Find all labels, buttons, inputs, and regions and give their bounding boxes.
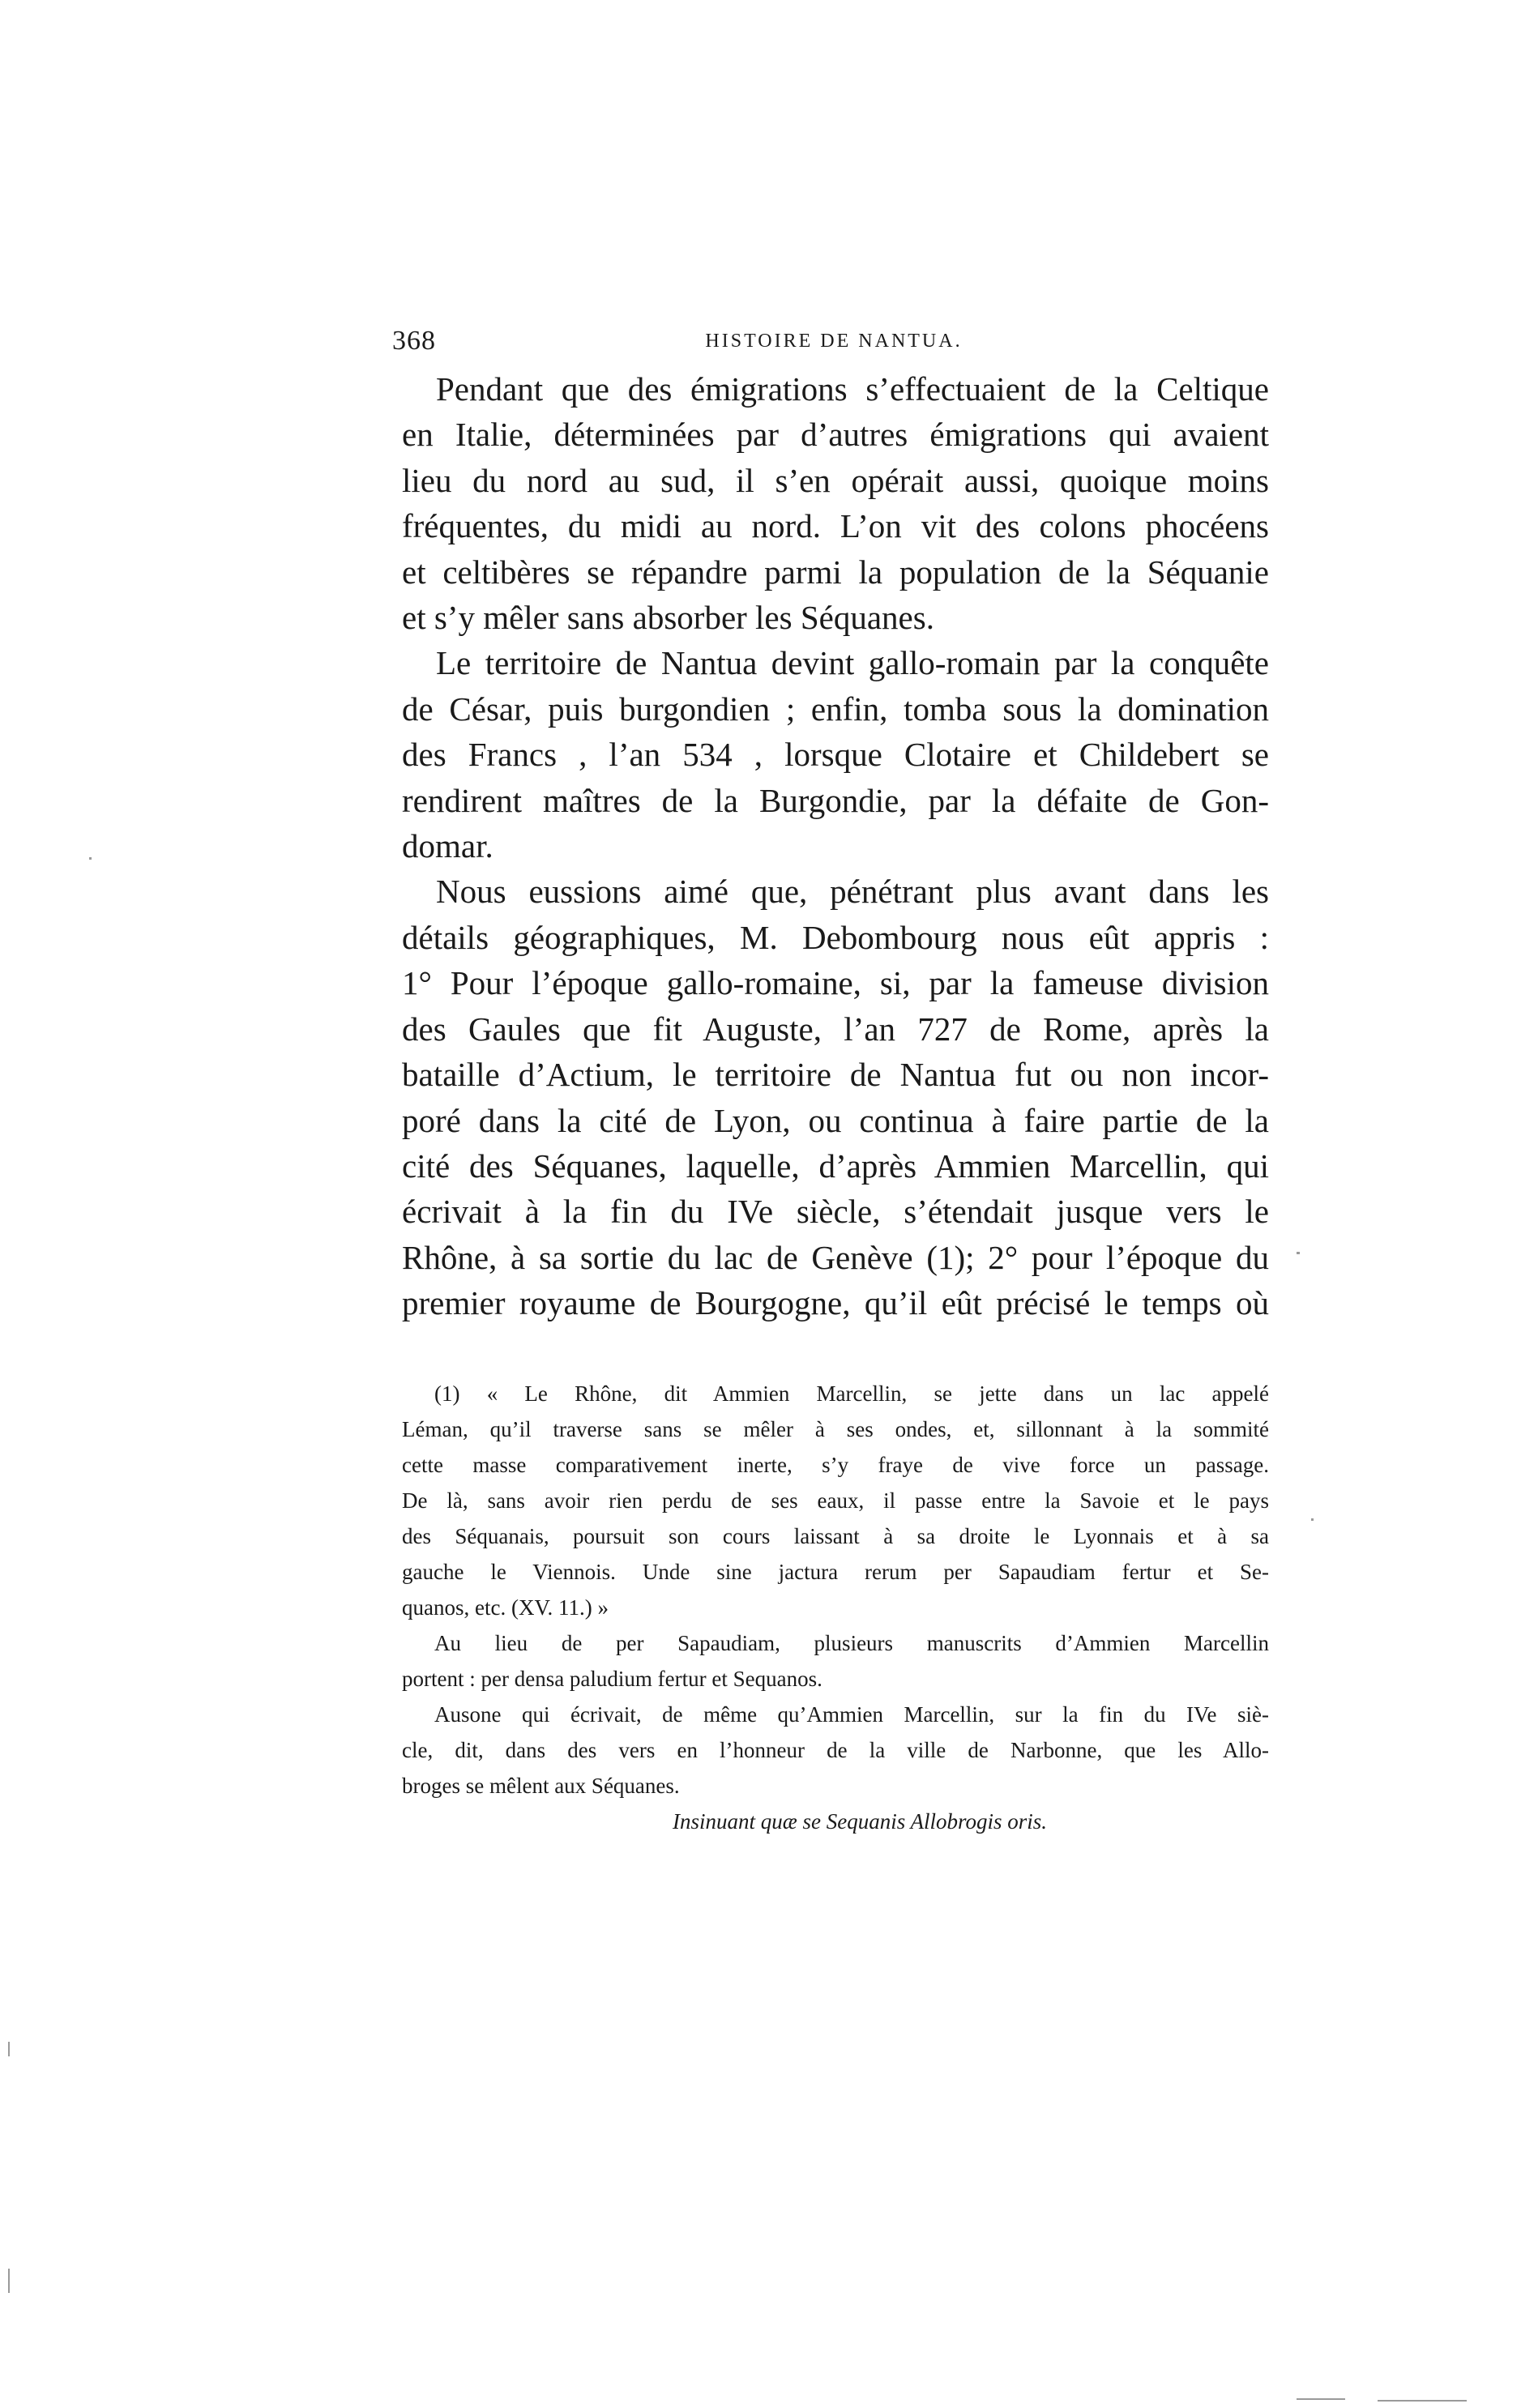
text-line: domar. <box>402 827 493 865</box>
text-line: poré dans la cité de Lyon, ou continua à faire partie de la <box>402 1101 1269 1139</box>
footnote-line: gauche le Viennois. Unde sine jactura rerum per Sapaudiam fertur et Se- <box>402 1560 1269 1584</box>
text-line: premier royaume de Bourgogne, qu’il eût précisé le temps où <box>402 1284 1269 1322</box>
footnote-verse: Insinuant quæ se Sequanis Allobrogis oris. <box>672 1809 1048 1834</box>
text-line: Pendant que des émigrations s’effectuaient de la Celtique <box>436 370 1269 408</box>
footnote-line: Au lieu de per Sapaudiam, plusieurs manuscrits d’Ammien Marcellin <box>434 1631 1269 1655</box>
text-line: bataille d’Actium, le territoire de Nantua fut ou non incor- <box>402 1056 1269 1094</box>
text-line: rendirent maîtres de la Burgondie, par la défaite de Gon- <box>402 781 1269 819</box>
footnote-line: Léman, qu’il traverse sans se mêler à ses ondes, et, sillonnant à la sommité <box>402 1417 1269 1441</box>
footnote-line: cette masse comparativement inerte, s’y fraye de vive force un passage. <box>402 1453 1269 1477</box>
text-line: et celtibères se répandre parmi la population de la Séquanie <box>402 553 1269 591</box>
paragraph-1 <box>402 366 1269 640</box>
text-line: lieu du nord au sud, il s’en opérait aussi, quoique moins <box>402 461 1269 499</box>
footnote-line: broges se mêlent aux Séquanes. <box>402 1774 680 1798</box>
footnote-line: portent : per densa paludium fertur et Sequanos. <box>402 1667 822 1691</box>
speck <box>1378 2400 1467 2402</box>
text-line: Rhône, à sa sortie du lac de Genève (1); 2° pour l’époque du <box>402 1238 1269 1276</box>
footnote-1 <box>402 1376 1269 1625</box>
text-line: Le territoire de Nantua devint gallo-romain par la conquête <box>436 644 1269 682</box>
speck <box>1311 1518 1314 1521</box>
footnote-ausone <box>402 1697 1269 1804</box>
text-line: en Italie, déterminées par d’autres émigrations qui avaient <box>402 416 1269 454</box>
footnote-line: (1) « Le Rhône, dit Ammien Marcellin, se jette dans un lac appelé <box>434 1381 1269 1406</box>
text-line: cité des Séquanes, laquelle, d’après Ammien Marcellin, qui <box>402 1146 1269 1185</box>
footnotes <box>402 1376 1269 1839</box>
text-line: détails géographiques, M. Debombourg nous eût appris : <box>402 918 1269 956</box>
text-line: Nous eussions aimé que, pénétrant plus avant dans les <box>436 873 1269 911</box>
paragraph-3 <box>402 869 1269 1326</box>
text-line: des Francs , l’an 534 , lorsque Clotaire et Childebert se <box>402 736 1269 774</box>
speck <box>8 2042 10 2056</box>
speck <box>89 857 92 860</box>
page-number: 368 <box>392 326 436 356</box>
text-line: de César, puis burgondien ; enfin, tomba sous la domination <box>402 690 1269 728</box>
text-line: écrivait à la fin du IVe siècle, s’étendait jusque vers le <box>402 1193 1269 1231</box>
paragraph-2 <box>402 640 1269 869</box>
running-title: HISTOIRE DE NANTUA. <box>705 331 963 352</box>
footnote-line: De là, sans avoir rien perdu de ses eaux, il passe entre la Savoie et le pays <box>402 1488 1269 1513</box>
speck <box>8 2269 10 2293</box>
main-text <box>402 366 1269 1326</box>
footnote-line: cle, dit, dans des vers en l’honneur de la ville de Narbonne, que les Allo- <box>402 1738 1269 1762</box>
speck <box>1297 1252 1300 1254</box>
running-head <box>392 326 1275 358</box>
footnote-line: Ausone qui écrivait, de même qu’Ammien Marcellin, sur la fin du IVe siè- <box>434 1702 1269 1727</box>
text-line: fréquentes, du midi au nord. L’on vit des colons phocéens <box>402 507 1269 545</box>
text-line: et s’y mêler sans absorber les Séquanes. <box>402 599 934 637</box>
text-line: des Gaules que fit Auguste, l’an 727 de Rome, après la <box>402 1010 1269 1048</box>
footnote-line: quanos, etc. (XV. 11.) » <box>402 1595 609 1620</box>
footnote-variant <box>402 1625 1269 1697</box>
text-line: 1° Pour l’époque gallo-romaine, si, par la fameuse division <box>402 964 1269 1002</box>
footnote-line: des Séquanais, poursuit son cours laissant à sa droite le Lyonnais et à sa <box>402 1524 1269 1548</box>
speck <box>1297 2398 1345 2400</box>
